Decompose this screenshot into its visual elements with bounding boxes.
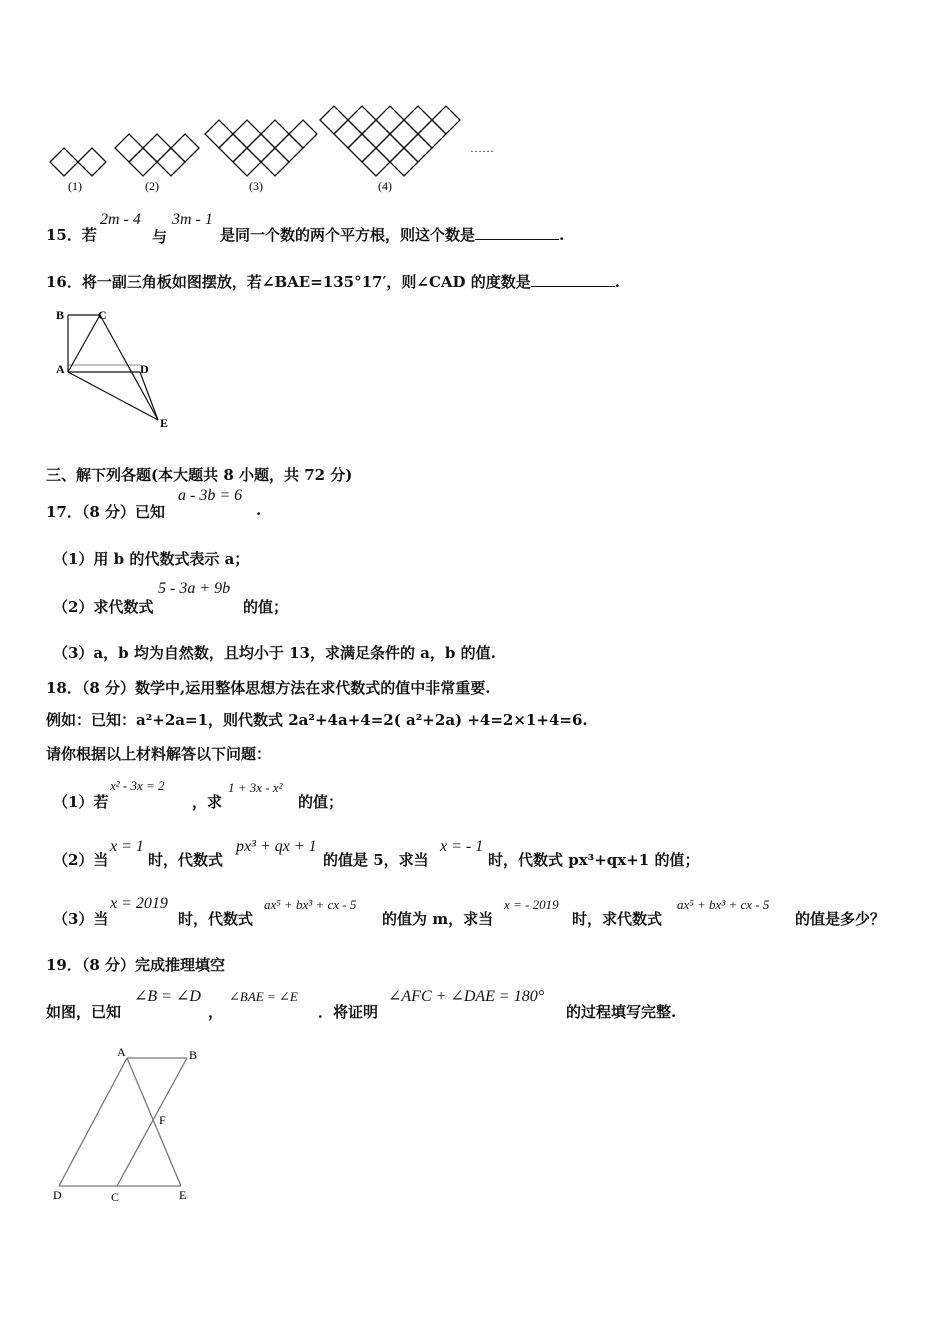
q15-mid: 与 [152, 228, 168, 246]
q18-part2-expr3: x = - 1 [440, 838, 484, 855]
q18-part2-b: 时，代数式 [148, 851, 224, 869]
fig19-label-F: F [159, 1113, 166, 1127]
section-3-title: 三、解下列各题(本大题共 8 小题，共 72 分) [46, 466, 353, 484]
q17-part2-tail: 的值； [243, 598, 289, 616]
q18-part2-a: （2）当 [53, 851, 109, 869]
q18-part1-a: （1）若 [53, 793, 109, 811]
q18-part3-e: 的值是多少？ [795, 910, 886, 928]
fig19-label-D: D [53, 1188, 62, 1202]
q15-answer-blank [475, 225, 559, 240]
pattern-4 [320, 106, 460, 176]
q17-part2-head: （2）求代数式 [53, 598, 154, 616]
q16-answer-blank [531, 272, 615, 287]
q19-expr2: ∠BAE = ∠E [229, 989, 298, 1004]
q18-part2-c: 的值是 5，求当 [323, 851, 429, 869]
fig16-label-E: E [160, 416, 169, 430]
q18-part2-d: 时，代数式 px³+qx+1 的值； [488, 851, 700, 869]
q18-part2-expr2: px³ + qx + 1 [236, 838, 317, 855]
q19-line1-a: 如图，已知 [46, 1003, 122, 1021]
q18-part3-expr2: ax⁵ + bx³ + cx - 5 [264, 897, 357, 912]
caption-3: (3) [249, 179, 263, 193]
q18-part1-expr2: 1 + 3x - x² [228, 780, 283, 795]
fig19-label-C: C [111, 1190, 120, 1204]
fig16-label-B: B [56, 308, 65, 322]
caption-2: (2) [145, 179, 159, 193]
fig16-label-D: D [140, 362, 149, 376]
q18-part3-b: 时，代数式 [178, 910, 254, 928]
fig19-label-B: B [189, 1048, 198, 1062]
q18-part3-expr4: ax⁵ + bx³ + cx - 5 [677, 897, 770, 912]
q15-tail: 是同一个数的两个平方根，则这个数是 . [220, 226, 565, 244]
q17-head: 17．（8 分）已知 [46, 503, 166, 521]
q15-expr2: 3m - 1 [172, 211, 213, 228]
pattern-3 [205, 120, 317, 176]
q18-head: 18．（8 分）数学中,运用整体思想方法在求代数式的值中非常重要. [46, 679, 491, 697]
q17-part2-expr: 5 - 3a + 9b [158, 580, 231, 597]
q18-part3-expr3: x = - 2019 [504, 897, 559, 912]
q19-head: 19．（8 分）完成推理填空 [46, 956, 226, 974]
caption-1: (1) [68, 179, 82, 193]
q19-line1-c: ．将证明 [318, 1003, 379, 1021]
q19-line1-b: ， [208, 1003, 224, 1021]
q16-triangle-figure [40, 305, 190, 435]
q19-parallelogram-figure [45, 1038, 215, 1208]
q18-part1-b: ，求 [192, 793, 223, 811]
fig16-label-A: A [56, 362, 65, 376]
q19-line1-d: 的过程填写完整. [566, 1003, 677, 1021]
pattern-1 [50, 148, 106, 176]
fig16-label-C: C [98, 308, 107, 322]
q18-example: 例如：已知：a²+2a=1，则代数式 2a²+4a+4=2( a²+2a) +4=2×1+4=6. [46, 711, 588, 729]
q18-part2-expr1: x = 1 [110, 838, 144, 855]
q18-part3-d: 时，求代数式 [572, 910, 663, 928]
q18-prompt: 请你根据以上材料解答以下问题： [46, 745, 272, 763]
q17-part3: （3）a，b 均为自然数，且均小于 13，求满足条件的 a，b 的值. [53, 644, 496, 662]
q19-expr3: ∠AFC + ∠DAE = 180° [388, 988, 545, 1005]
diamond-pattern-figure [40, 100, 520, 200]
ellipsis: …… [470, 141, 494, 155]
q18-part3-a: （3）当 [53, 910, 109, 928]
caption-4: (4) [378, 179, 392, 193]
fig19-label-A: A [117, 1045, 126, 1059]
pattern-2 [115, 134, 199, 176]
q17-end: . [256, 501, 262, 519]
q15-expr1: 2m - 4 [100, 211, 141, 228]
q18-part3-expr1: x = 2019 [110, 895, 168, 912]
q17-condition: a - 3b = 6 [178, 487, 243, 504]
q18-part3-c: 的值为 m，求当 [382, 910, 494, 928]
q15-number: 15．若 [46, 226, 97, 244]
fig19-label-E: E [179, 1188, 187, 1202]
q18-part1-c: 的值； [298, 793, 344, 811]
q19-expr1: ∠B = ∠D [134, 988, 201, 1005]
q16-text: 16．将一副三角板如图摆放，若∠BAE=135°17′，则∠CAD 的度数是 . [46, 273, 621, 291]
q17-part1: （1）用 b 的代数式表示 a； [53, 550, 250, 568]
q18-part1-expr1: x² - 3x = 2 [110, 778, 165, 793]
